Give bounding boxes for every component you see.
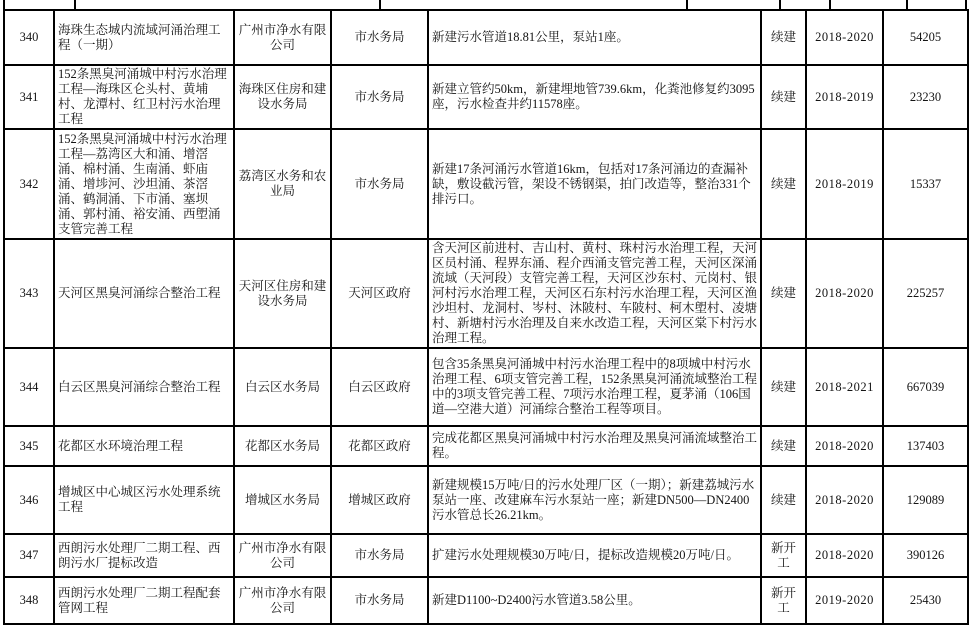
investment-amount-cell: 23230 [883, 65, 968, 129]
construction-status-cell: 新开工 [761, 577, 806, 624]
construction-unit-cell: 广州市净水有限公司 [234, 577, 331, 624]
construction-status-cell: 续建 [761, 426, 806, 466]
construction-content-cell: 新建D1100~D2400污水管道3.58公里。 [428, 577, 761, 624]
responsible-authority-cell: 市水务局 [331, 129, 428, 239]
table-border-stub [965, 0, 967, 9]
construction-content-cell: 新建污水管道18.81公里，泵站1座。 [428, 10, 761, 65]
responsible-authority-cell: 天河区政府 [331, 239, 428, 348]
row-number-cell: 343 [4, 239, 54, 348]
project-name-cell: 白云区黑臭河涌综合整治工程 [54, 348, 234, 426]
project-table [3, 9, 969, 625]
construction-unit-cell: 广州市净水有限公司 [234, 10, 331, 65]
construction-period-cell: 2018-2019 [806, 65, 883, 129]
construction-period-cell: 2018-2021 [806, 348, 883, 426]
construction-content-cell: 新建17条河涌污水管道16km，包括对17条河涌边的查漏补缺，敷设截污管，架设不锈钢渠，拍门改造等，整治331个排污口。 [428, 129, 761, 239]
table-row [4, 129, 968, 239]
construction-period-cell: 2018-2020 [806, 534, 883, 577]
construction-unit-cell: 荔湾区水务和农业局 [234, 129, 331, 239]
project-name-cell: 152条黑臭河涌城中村污水治理工程—荔湾区大和涌、增滘涌、棉村涌、生南涌、虾庙涌、增埗河、沙坦涌、茶滘涌、鹤洞涌、下市涌、塞坝涌、郭村涌、裕安涌、西塱涌支管完善工程 [54, 129, 234, 239]
investment-amount-cell: 390126 [883, 534, 968, 577]
construction-status-cell: 续建 [761, 65, 806, 129]
table-border-stub [379, 0, 381, 9]
responsible-authority-cell: 市水务局 [331, 10, 428, 65]
row-number-cell: 345 [4, 426, 54, 466]
investment-amount-cell: 137403 [883, 426, 968, 466]
construction-status-cell: 续建 [761, 466, 806, 534]
investment-amount-cell: 129089 [883, 466, 968, 534]
row-number-cell: 342 [4, 129, 54, 239]
project-table-body [4, 10, 968, 624]
investment-amount-cell: 225257 [883, 239, 968, 348]
project-name-cell: 152条黑臭河涌城中村污水治理工程—海珠区仑头村、黄埔村、龙潭村、红卫村污水治理工程 [54, 65, 234, 129]
table-row [4, 426, 968, 466]
project-name-cell: 西朗污水处理厂二期工程、西朗污水厂提标改造 [54, 534, 234, 577]
row-number-cell: 348 [4, 577, 54, 624]
previous-row-fragment [0, 0, 971, 9]
construction-unit-cell: 海珠区住房和建设水务局 [234, 65, 331, 129]
construction-content-cell: 完成花都区黑臭河涌城中村污水治理及黑臭河涌流域整治工程。 [428, 426, 761, 466]
investment-amount-cell: 25430 [883, 577, 968, 624]
table-row [4, 466, 968, 534]
construction-status-cell: 新开工 [761, 534, 806, 577]
construction-period-cell: 2018-2020 [806, 466, 883, 534]
table-row [4, 534, 968, 577]
project-name-cell: 花都区水环境治理工程 [54, 426, 234, 466]
construction-content-cell: 包含35条黑臭河涌城中村污水治理工程中的8项城中村污水治理工程、6项支管完善工程，152条黑臭河涌流域整治工程中的3项支管完善工程、7项污水治理工程，夏茅涌（106国道—空港大道）河涌综合整治工程等项目。 [428, 348, 761, 426]
construction-unit-cell: 增城区水务局 [234, 466, 331, 534]
project-name-cell: 西朗污水处理厂二期工程配套管网工程 [54, 577, 234, 624]
construction-content-cell: 新建规模15万吨/日的污水处理厂区（一期）；新建荔城污水泵站一座、改建麻车污水泵站一座；新建DN500—DN2400污水管总长26.21km。 [428, 466, 761, 534]
construction-status-cell: 续建 [761, 129, 806, 239]
responsible-authority-cell: 市水务局 [331, 534, 428, 577]
investment-amount-cell: 54205 [883, 10, 968, 65]
responsible-authority-cell: 市水务局 [331, 65, 428, 129]
table-border-stub [74, 0, 76, 9]
table-row [4, 239, 968, 348]
row-number-cell: 341 [4, 65, 54, 129]
row-number-cell: 347 [4, 534, 54, 577]
project-name-cell: 增城区中心城区污水处理系统工程 [54, 466, 234, 534]
table-border-stub [3, 0, 5, 9]
table-row [4, 65, 968, 129]
construction-period-cell: 2018-2020 [806, 239, 883, 348]
construction-unit-cell: 天河区住房和建设水务局 [234, 239, 331, 348]
construction-unit-cell: 白云区水务局 [234, 348, 331, 426]
responsible-authority-cell: 市水务局 [331, 577, 428, 624]
table-row [4, 577, 968, 624]
construction-content-cell: 含天河区前进村、吉山村、黄村、珠村污水治理工程，天河区员村涌、程界东涌、程介西涌支管完善工程，天河区深涌流域（天河段）支管完善工程，天河区沙东村、元岗村、银河村污水治理工程，天河区石东村污水治理工程，天河区渔沙坦村、龙洞村、岑村、沐陂村、车陂村、柯木塱村、凌塘村、新塘村污水治理及自来水改造工程，天河区棠下村污水治理工程。 [428, 239, 761, 348]
construction-period-cell: 2018-2020 [806, 10, 883, 65]
row-number-cell: 346 [4, 466, 54, 534]
table-border-stub [829, 0, 831, 9]
construction-unit-cell: 花都区水务局 [234, 426, 331, 466]
responsible-authority-cell: 增城区政府 [331, 466, 428, 534]
row-number-cell: 340 [4, 10, 54, 65]
table-border-stub [779, 0, 781, 9]
responsible-authority-cell: 白云区政府 [331, 348, 428, 426]
project-name-cell: 天河区黑臭河涌综合整治工程 [54, 239, 234, 348]
table-row [4, 348, 968, 426]
row-number-cell: 344 [4, 348, 54, 426]
project-name-cell: 海珠生态城内流域河涌治理工程（一期） [54, 10, 234, 65]
investment-amount-cell: 15337 [883, 129, 968, 239]
construction-status-cell: 续建 [761, 10, 806, 65]
construction-unit-cell: 广州市净水有限公司 [234, 534, 331, 577]
responsible-authority-cell: 花都区政府 [331, 426, 428, 466]
construction-period-cell: 2019-2020 [806, 577, 883, 624]
construction-content-cell: 扩建污水处理规模30万吨/日，提标改造规模20万吨/日。 [428, 534, 761, 577]
table-row [4, 10, 968, 65]
construction-content-cell: 新建立管约50km，新建埋地管739.6km，化粪池修复约3095座，污水检查井约11578座。 [428, 65, 761, 129]
table-border-stub [686, 0, 688, 9]
construction-period-cell: 2018-2019 [806, 129, 883, 239]
construction-status-cell: 续建 [761, 239, 806, 348]
construction-status-cell: 续建 [761, 348, 806, 426]
table-border-stub [906, 0, 908, 9]
construction-period-cell: 2018-2020 [806, 426, 883, 466]
investment-amount-cell: 667039 [883, 348, 968, 426]
